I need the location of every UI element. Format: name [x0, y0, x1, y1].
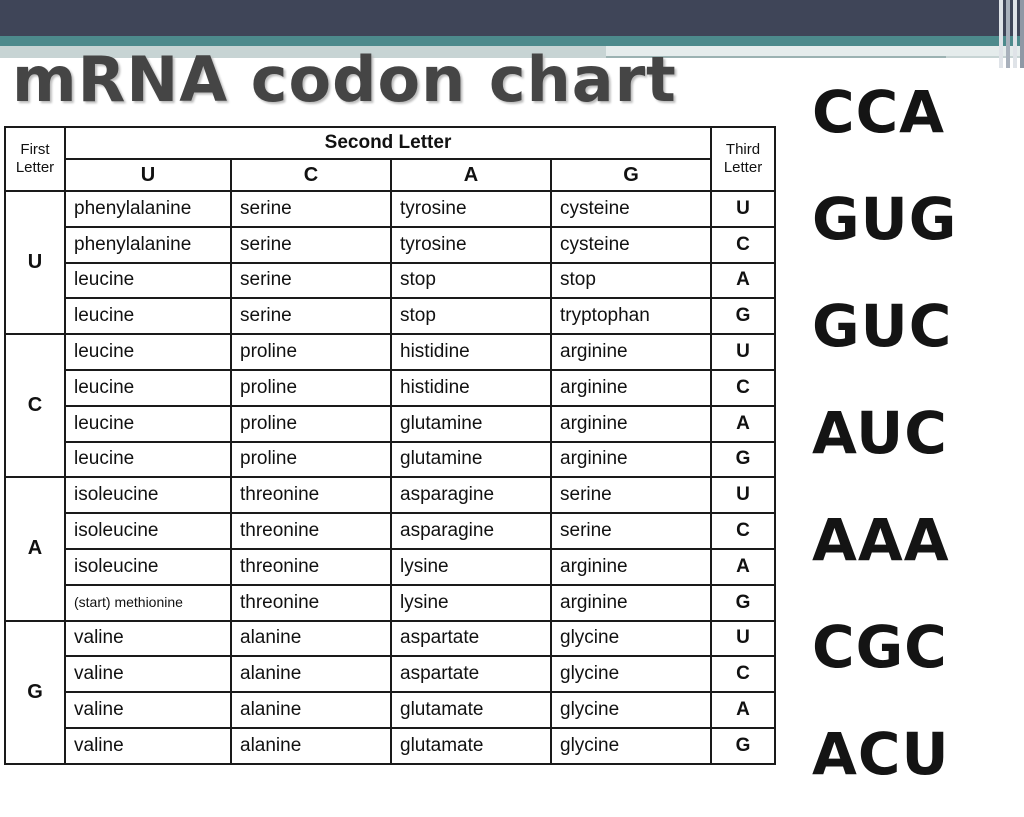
decorative-bars [994, 0, 1024, 68]
amino-acid-cell: threonine [231, 513, 391, 549]
amino-acid-cell: tryptophan [551, 298, 711, 334]
third-letter-cell: C [711, 513, 775, 549]
amino-acid-cell: glycine [551, 656, 711, 692]
table-row [5, 728, 775, 764]
amino-acid-cell: threonine [231, 585, 391, 621]
third-letter-cell: U [711, 477, 775, 513]
codon-item: CGC [812, 613, 948, 681]
amino-acid-cell: glutamate [391, 728, 551, 764]
third-letter-cell: U [711, 334, 775, 370]
amino-acid-cell: isoleucine [65, 549, 231, 585]
amino-acid-cell: valine [65, 621, 231, 657]
second-letter-c: C [231, 159, 391, 191]
table-row [5, 334, 775, 370]
amino-acid-cell: arginine [551, 370, 711, 406]
amino-acid-cell: alanine [231, 621, 391, 657]
table-row [5, 621, 775, 657]
amino-acid-cell: phenylalanine [65, 191, 231, 227]
first-letter-cell: U [5, 191, 65, 334]
third-letter-cell: G [711, 442, 775, 478]
amino-acid-cell: serine [231, 298, 391, 334]
amino-acid-cell: alanine [231, 692, 391, 728]
amino-acid-cell: leucine [65, 298, 231, 334]
first-letter-cell: G [5, 621, 65, 764]
amino-acid-cell: isoleucine [65, 477, 231, 513]
amino-acid-cell: valine [65, 728, 231, 764]
first-letter-cell: A [5, 477, 65, 620]
table-row [5, 191, 775, 227]
codon-item: AAA [812, 506, 950, 574]
amino-acid-cell: arginine [551, 549, 711, 585]
amino-acid-cell: tyrosine [391, 227, 551, 263]
amino-acid-cell: leucine [65, 370, 231, 406]
amino-acid-cell: proline [231, 406, 391, 442]
amino-acid-cell: alanine [231, 656, 391, 692]
amino-acid-cell: proline [231, 370, 391, 406]
second-letter-g: G [551, 159, 711, 191]
amino-acid-cell: glycine [551, 621, 711, 657]
header-banner [0, 0, 1024, 36]
third-letter-cell: U [711, 621, 775, 657]
amino-acid-cell: leucine [65, 263, 231, 299]
amino-acid-cell: proline [231, 442, 391, 478]
codon-item: ACU [812, 720, 950, 788]
amino-acid-cell: glutamine [391, 442, 551, 478]
amino-acid-cell: lysine [391, 549, 551, 585]
codon-list [812, 68, 1017, 817]
amino-acid-cell: arginine [551, 585, 711, 621]
amino-acid-cell: alanine [231, 728, 391, 764]
table-row [5, 585, 775, 621]
amino-acid-cell: histidine [391, 334, 551, 370]
first-letter-header: First Letter [5, 127, 65, 191]
amino-acid-cell: lysine [391, 585, 551, 621]
amino-acid-cell: serine [231, 263, 391, 299]
table-row [5, 477, 775, 513]
amino-acid-cell: leucine [65, 334, 231, 370]
third-letter-cell: A [711, 406, 775, 442]
table-row [5, 263, 775, 299]
amino-acid-cell: threonine [231, 549, 391, 585]
second-letter-header: Second Letter [65, 127, 711, 159]
amino-acid-cell: isoleucine [65, 513, 231, 549]
amino-acid-cell: cysteine [551, 191, 711, 227]
third-letter-cell: G [711, 728, 775, 764]
third-letter-cell: U [711, 191, 775, 227]
amino-acid-cell: serine [551, 513, 711, 549]
table-row [5, 513, 775, 549]
second-letter-a: A [391, 159, 551, 191]
codon-item: CCA [812, 78, 946, 146]
amino-acid-cell: aspartate [391, 656, 551, 692]
third-letter-cell: C [711, 656, 775, 692]
table-row [5, 298, 775, 334]
amino-acid-cell: arginine [551, 334, 711, 370]
second-letter-u: U [65, 159, 231, 191]
third-letter-header: Third Letter [711, 127, 775, 191]
amino-acid-cell: asparagine [391, 477, 551, 513]
amino-acid-cell: valine [65, 692, 231, 728]
amino-acid-cell: leucine [65, 406, 231, 442]
amino-acid-cell: stop [551, 263, 711, 299]
amino-acid-cell: stop [391, 263, 551, 299]
amino-acid-cell: glutamate [391, 692, 551, 728]
amino-acid-cell: tyrosine [391, 191, 551, 227]
third-letter-cell: A [711, 549, 775, 585]
table-row [5, 370, 775, 406]
table-row [5, 692, 775, 728]
table-row [5, 442, 775, 478]
amino-acid-cell: glycine [551, 692, 711, 728]
amino-acid-cell: serine [231, 227, 391, 263]
table-row [5, 406, 775, 442]
first-letter-cell: C [5, 334, 65, 477]
table-row [5, 549, 775, 585]
codon-item: GUG [812, 185, 958, 253]
slide-title: mRNA codon chart [12, 43, 677, 116]
table-row [5, 227, 775, 263]
amino-acid-cell: valine [65, 656, 231, 692]
third-letter-cell: C [711, 370, 775, 406]
amino-acid-cell: arginine [551, 442, 711, 478]
table-row [5, 656, 775, 692]
amino-acid-cell: threonine [231, 477, 391, 513]
amino-acid-cell: serine [231, 191, 391, 227]
third-letter-cell: C [711, 227, 775, 263]
amino-acid-cell: cysteine [551, 227, 711, 263]
amino-acid-cell: arginine [551, 406, 711, 442]
amino-acid-cell: proline [231, 334, 391, 370]
amino-acid-cell: histidine [391, 370, 551, 406]
amino-acid-cell: asparagine [391, 513, 551, 549]
codon-table [4, 126, 776, 765]
third-letter-cell: G [711, 298, 775, 334]
third-letter-cell: A [711, 263, 775, 299]
amino-acid-cell: glycine [551, 728, 711, 764]
codon-item: AUC [812, 399, 948, 467]
amino-acid-cell: serine [551, 477, 711, 513]
third-letter-cell: G [711, 585, 775, 621]
amino-acid-cell: aspartate [391, 621, 551, 657]
amino-acid-cell: leucine [65, 442, 231, 478]
third-letter-cell: A [711, 692, 775, 728]
amino-acid-cell: phenylalanine [65, 227, 231, 263]
codon-item: GUC [812, 292, 953, 360]
amino-acid-cell: glutamine [391, 406, 551, 442]
amino-acid-cell: stop [391, 298, 551, 334]
amino-acid-cell: (start) methionine [65, 585, 231, 621]
